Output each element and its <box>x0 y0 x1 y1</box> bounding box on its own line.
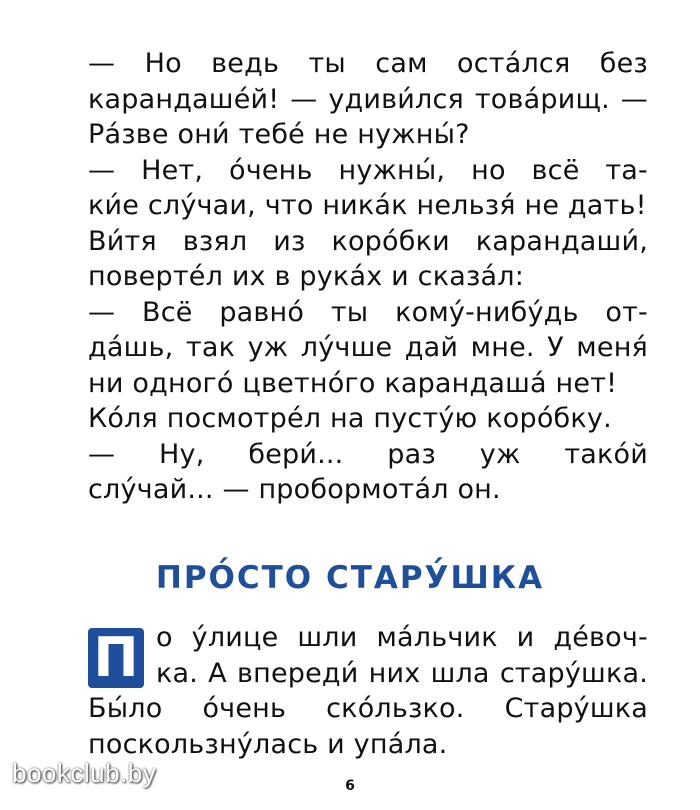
story-line: о у́лице шли ма́льчик и де́воч- <box>156 622 648 653</box>
story-line: слу́чай... — пробормота́л он. <box>88 474 501 505</box>
page-number: 6 <box>345 778 355 794</box>
story-line: Ви́тя взял из коро́бки карандаши́, <box>88 225 648 257</box>
story-line: Ра́зве они́ тебе́ не нужны́? <box>88 119 470 150</box>
story-line: — Нет, о́чень нужны́, но всё та- <box>88 154 648 186</box>
story-line: ни одного́ цветно́го карандаша́ нет! <box>88 367 618 399</box>
chapter-heading: ПРО́СТО СТАРУ́ШКА <box>155 560 545 596</box>
story-line: поверте́л их в рука́х и сказа́л: <box>88 261 525 292</box>
second-story-text <box>88 620 648 762</box>
story-line: — Ну, бери́... раз уж тако́й <box>88 438 648 470</box>
story-line: да́шь, так уж лу́чше дай мне. У меня́ <box>88 332 648 363</box>
story-line: ки́е слу́чаи, что ника́к нельзя́ не дать! <box>88 190 647 221</box>
story-line: Бы́ло о́чень ско́льзко. Стару́шка <box>88 693 648 724</box>
story-line: Ко́ля посмотре́л на пусту́ю коро́бку. <box>88 403 612 434</box>
drop-cap: П <box>88 628 144 688</box>
story-line: карандаше́й! — удиви́лся това́рищ. — <box>88 83 648 115</box>
story-line: поскользну́лась и упа́ла. <box>88 728 448 760</box>
story-text <box>88 46 648 508</box>
story-line: — Но ведь ты сам оста́лся без <box>88 48 648 79</box>
story-line: — Всё равно́ ты кому́-нибу́дь от- <box>88 296 648 328</box>
watermark: bookclub.by <box>12 758 157 788</box>
story-line: ка. А впереди́ них шла стару́шка. <box>156 657 648 689</box>
